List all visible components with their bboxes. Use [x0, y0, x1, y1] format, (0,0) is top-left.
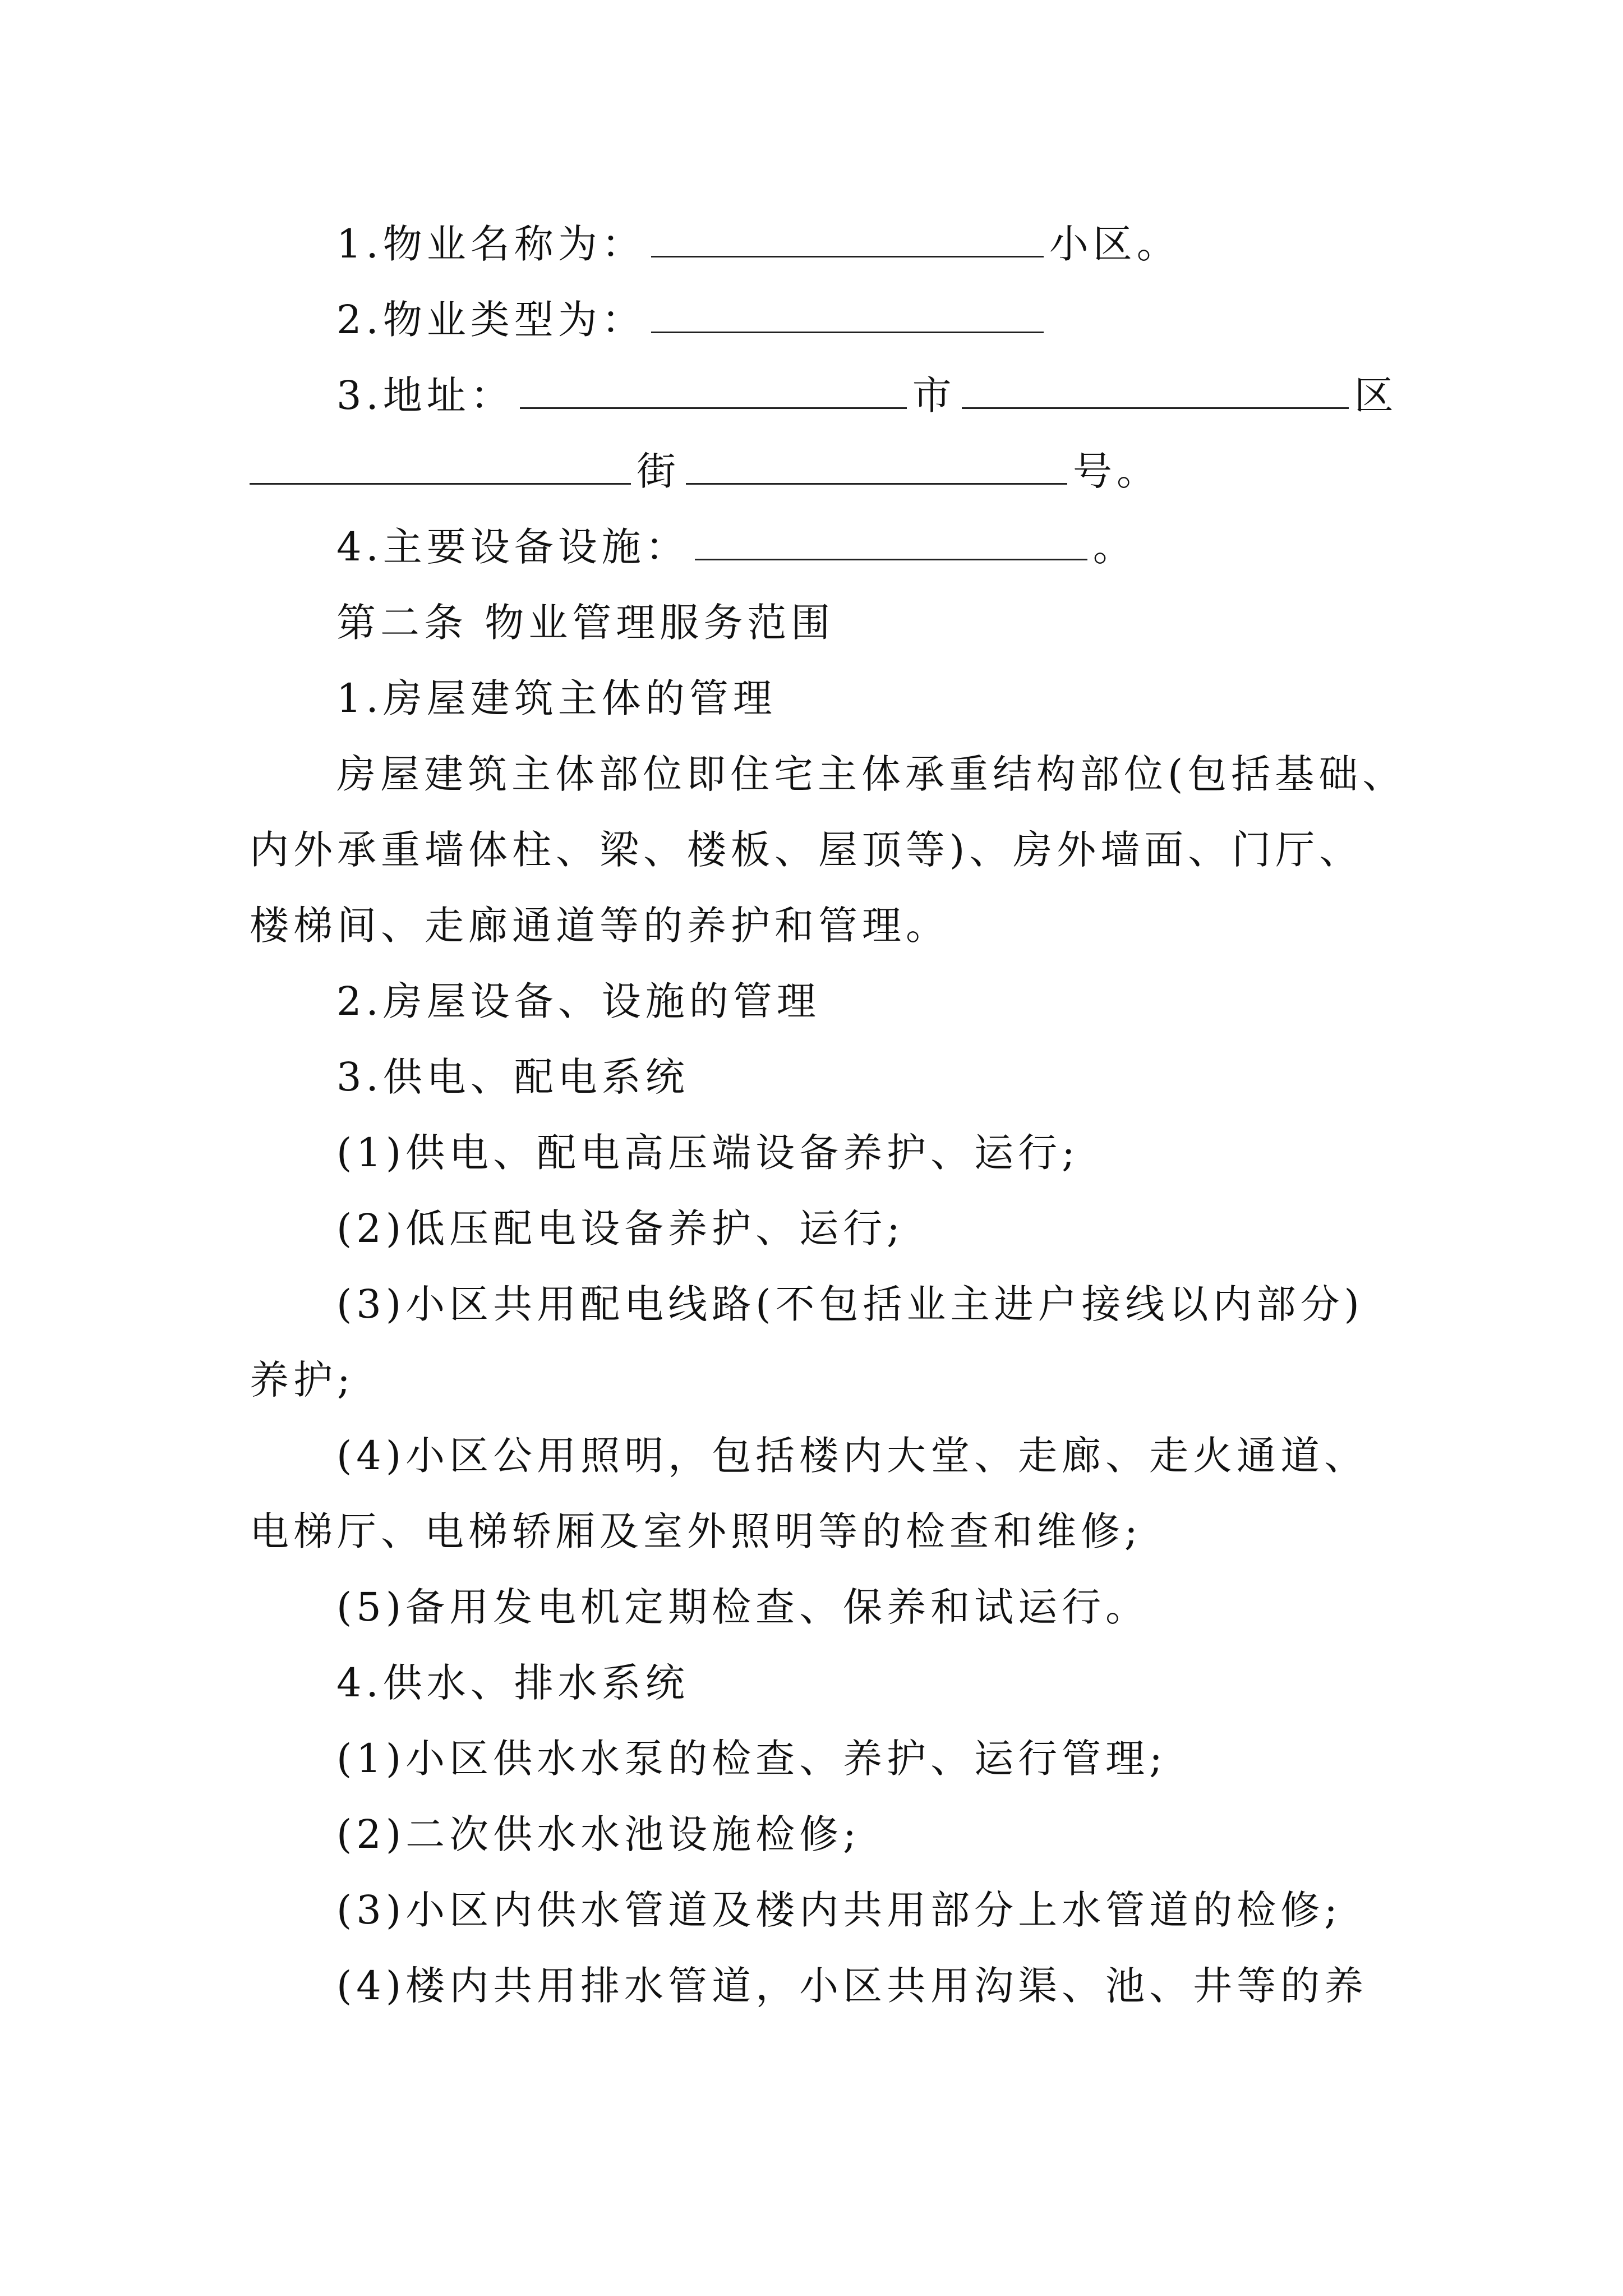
paragraph-line: 内外承重墙体柱、梁、楼板、屋顶等)、房外墙面、门厅、: [250, 827, 1363, 873]
address-city-blank[interactable]: [520, 374, 907, 409]
property-name-line: [336, 216, 1623, 272]
address-city-suffix: 市: [912, 372, 956, 418]
main-facilities-suffix: 。: [1092, 524, 1137, 570]
address-number-blank[interactable]: [686, 449, 1067, 485]
address-line: [336, 367, 1623, 424]
list-item-continuation: 电梯厅、电梯轿厢及室外照明等的检查和维修;: [250, 1508, 1142, 1554]
property-type-label: 2.物业类型为：: [336, 297, 645, 343]
main-facilities-blank[interactable]: [695, 525, 1087, 560]
address-street-suffix: 街: [637, 448, 680, 494]
address-street-line: [250, 443, 1623, 499]
property-name-suffix: 小区。: [1049, 221, 1181, 267]
address-label: 3.地址：: [336, 372, 514, 418]
address-district-blank[interactable]: [962, 374, 1349, 409]
list-item: (2)二次供水水池设施检修;: [336, 1811, 861, 1857]
address-street-blank[interactable]: [250, 449, 631, 485]
paragraph-line: 楼梯间、走廊通道等的养护和管理。: [250, 903, 949, 949]
property-name-label: 1.物业名称为：: [336, 221, 645, 267]
property-name-blank[interactable]: [651, 222, 1044, 257]
list-item: (1)小区供水水泵的检查、养护、运行管理;: [336, 1736, 1167, 1782]
list-item: (5)备用发电机定期检查、保养和试运行。: [336, 1584, 1150, 1630]
list-item: (4)楼内共用排水管道，小区共用沟渠、池、井等的养: [336, 1963, 1368, 2009]
list-item: (2)低压配电设备养护、运行;: [336, 1205, 905, 1251]
article-heading: 第二条 物业管理服务范围: [336, 600, 835, 646]
main-facilities-label: 4.主要设备设施：: [336, 524, 689, 570]
property-type-blank[interactable]: [651, 298, 1044, 333]
list-item: (4)小区公用照明，包括楼内大堂、走廊、走火通道、: [336, 1433, 1368, 1479]
list-item: (3)小区共用配电线路(不包括业主进户接线以内部分): [336, 1281, 1364, 1327]
address-number-suffix: 号。: [1073, 448, 1160, 494]
main-facilities-line: [336, 519, 1623, 575]
paragraph-line: 房屋建筑主体部位即住宅主体承重结构部位(包括基础、: [336, 751, 1407, 797]
address-district-suffix: 区: [1354, 372, 1398, 418]
section-heading: 3.供电、配电系统: [336, 1054, 689, 1100]
section-heading: 1.房屋建筑主体的管理: [336, 675, 777, 721]
list-item: (3)小区内供水管道及楼内共用部分上水管道的检修;: [336, 1887, 1342, 1933]
section-heading: 4.供水、排水系统: [336, 1660, 689, 1706]
list-item: (1)供电、配电高压端设备养护、运行;: [336, 1130, 1080, 1176]
section-heading: 2.房屋设备、设施的管理: [336, 978, 820, 1024]
property-type-line: [336, 292, 1623, 348]
list-item-continuation: 养护;: [250, 1357, 355, 1403]
